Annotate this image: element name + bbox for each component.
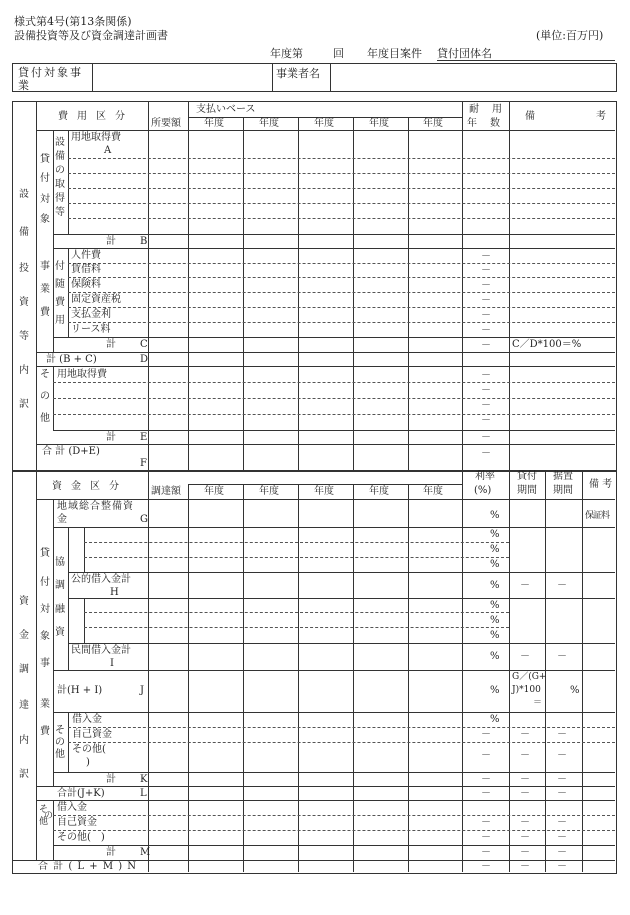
- investment-table: [12, 101, 617, 472]
- equity2-row: 自己資金: [57, 817, 97, 828]
- fund-head: 資金区分: [52, 481, 128, 492]
- life-head: 耐: [469, 104, 479, 115]
- subtotal-k: 計: [106, 774, 116, 785]
- interest-row: 支払金利: [71, 309, 111, 320]
- subtotal-b: 計: [106, 236, 116, 247]
- meta-fiscal: 年度目案件: [367, 47, 422, 60]
- unit-label: (単位:百万円): [536, 29, 604, 42]
- meta-group: 貸付団体名: [437, 47, 492, 60]
- loan-target-v: 貸: [40, 154, 50, 165]
- borrowing2-row: 借入金: [57, 802, 87, 813]
- total-hi: 計(H + I): [57, 685, 103, 696]
- personnel-row: 人件費: [71, 250, 101, 261]
- loan-target-label: 貸付対象事業: [18, 66, 83, 92]
- grand-total-def: 合 計 (D+E): [42, 446, 100, 457]
- required-head: 所要額: [151, 118, 181, 129]
- ratio-note: C／D*100＝%: [512, 339, 582, 350]
- incidental-v: 付: [55, 261, 65, 272]
- document-title: 設備投資等及び資金調達計画書: [14, 29, 168, 42]
- raised-head: 調達額: [151, 486, 181, 497]
- private-loan-total: 民間借入金計: [71, 645, 131, 656]
- subtotal-m: 計: [106, 847, 116, 858]
- investment-vertical-title: 設: [19, 189, 29, 200]
- rate-head: 利率: [475, 471, 495, 482]
- loan-target-v2: 貸: [40, 548, 50, 559]
- borrowing-row: 借入金: [72, 714, 102, 725]
- rent-row: 賃借料: [71, 264, 101, 275]
- land-acq-a: 用地取得費: [71, 132, 121, 143]
- land-acq-other: 用地取得費: [57, 369, 107, 380]
- regional-fund: 地域総合整備資: [57, 501, 134, 512]
- insurance-row: 保険料: [71, 279, 101, 290]
- guarantee-fee: 保証料: [585, 511, 610, 521]
- equip-v: 設: [55, 137, 65, 148]
- property-tax-row: 固定資産税: [71, 294, 121, 305]
- operator-label: 事業者名: [276, 67, 320, 80]
- funding-vertical-title: 資: [19, 596, 29, 607]
- other2-row: その他( ): [57, 832, 105, 843]
- coop-v: 協: [55, 557, 65, 568]
- other-v2: そ: [55, 725, 65, 736]
- other-v: そ: [40, 369, 50, 380]
- other-v3: そ: [39, 805, 49, 815]
- total-jk: 合計(J+K): [57, 788, 105, 799]
- other-paren-row: その他(: [72, 744, 106, 755]
- total-bc: 計 (B + C): [46, 354, 97, 365]
- meta-kai: 回: [333, 47, 344, 60]
- category-head: 費用区分: [58, 111, 134, 122]
- subtotal-e: 計: [106, 432, 116, 443]
- subtotal-c: 計: [106, 339, 116, 350]
- equity-row: 自己資金: [72, 729, 112, 740]
- public-loan-total: 公的借入金計: [71, 574, 131, 585]
- form-number: 様式第4号(第13条関係): [14, 15, 132, 28]
- remarks-head-2: 備 考: [589, 479, 613, 490]
- loan-period-head: 貸付: [517, 471, 537, 482]
- remarks-head: 備: [525, 111, 535, 122]
- group-underline: [437, 60, 615, 61]
- grace-head: 据置: [553, 471, 573, 482]
- meta-year: 年度第: [270, 47, 303, 60]
- grand-total-lm: 合 計 ( L + M ) N: [38, 861, 138, 872]
- pay-base-head: 支払いベース: [196, 104, 256, 115]
- gj-formula: G／(G+: [512, 672, 547, 682]
- lease-row: リース料: [71, 324, 111, 335]
